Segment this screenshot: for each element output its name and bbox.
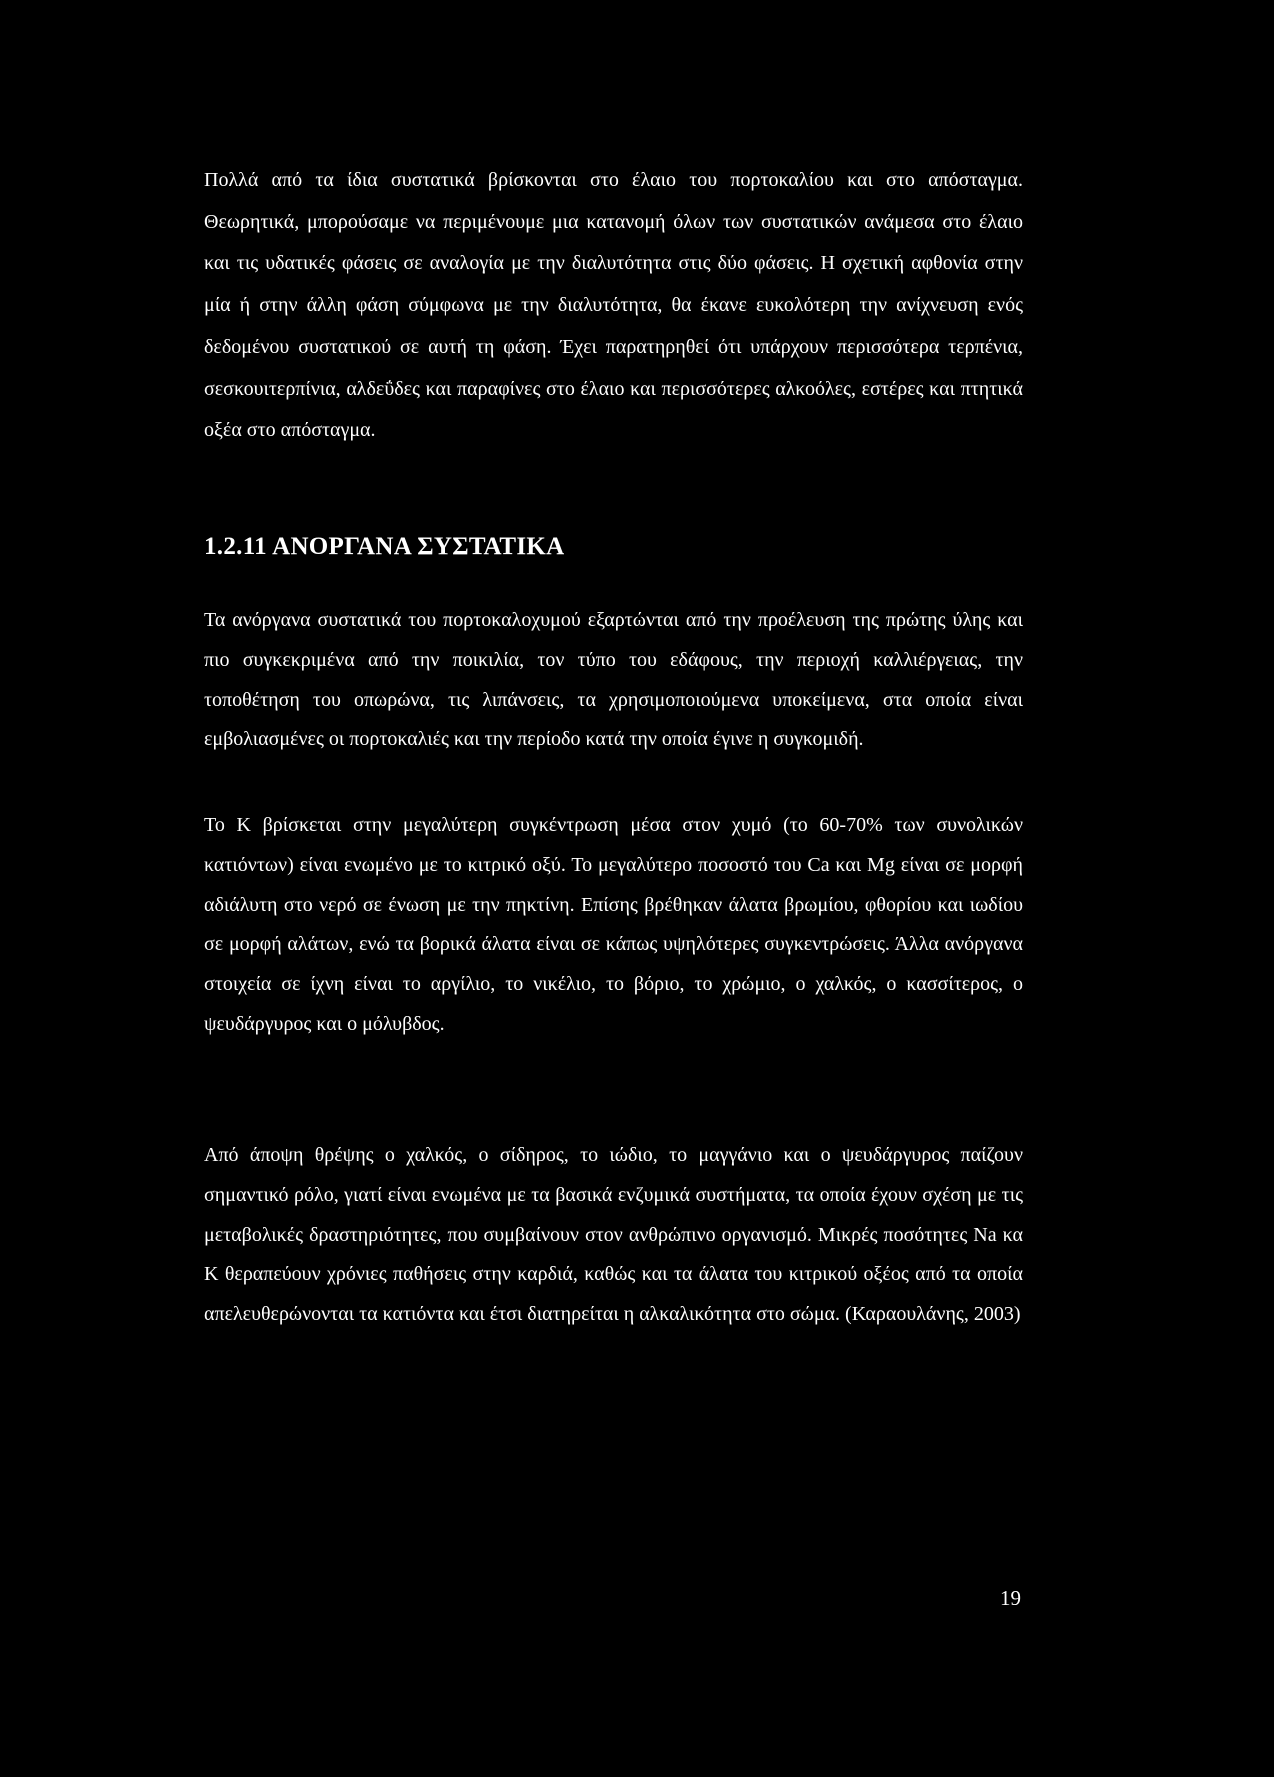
section-heading: 1.2.11 ΑΝΟΡΓΑΝΑ ΣΥΣΤΑΤΙΚΑ <box>204 533 565 560</box>
body-paragraph: Τα ανόργανα συστατικά του πορτοκαλοχυμού εξαρτώνται από την προέλευση της πρώτης ύλης και πιο συγκεκριμένα από την ποικιλία, τον τύπο του εδάφους, την περιοχή καλλιέργειας, την τοποθέτηση του οπωρώνα, τις λιπάνσεις, τα χρησιμοποιούμενα υποκείμενα, στα οποία είναι εμβολιασμένες οι πορτοκαλιές και την περίοδο κατά την οποία έγινε η συγκομιδή. <box>204 609 1023 751</box>
body-paragraph: Πολλά από τα ίδια συστατικά βρίσκονται στο έλαιο του πορτοκαλίου και στο απόσταγμα. Θεωρητικά, μπορούσαμε να περιμένουμε μια κατανομή όλων των συστατικών ανάμεσα στο έλαιο και τις υδατικές φάσεις σε αναλογία με την διαλυτότητα στις δύο φάσεις. Η σχετική αφθονία στην μία ή στην άλλη φάση σύμφωνα με την διαλυτότητα, θα έκανε ευκολότερη την ανίχνευση ενός δεδομένου συστατικού σε αυτή τη φάση. Έχει παρατηρηθεί ότι υπάρχουν περισσότερα τερπένια, σεσκουιτερπίνια, αλδεΰδες και παραφίνες στο έλαιο και περισσότερες αλκοόλες, εστέρες και πτητικά οξέα στο απόσταγμα. <box>204 169 1023 442</box>
body-paragraph: Από άποψη θρέψης ο χαλκός, ο σίδηρος, το ιώδιο, το μαγγάνιο και ο ψευδάργυρος παίζουν σημαντικό ρόλο, γιατί είναι ενωμένα με τα βασικά ενζυμικά συστήματα, τα οποία έχουν σχέση με τις μεταβολικές δραστηριότητες, που συμβαίνουν στον ανθρώπινο οργανισμό. Μικρές ποσότητες Na κα K θεραπεύουν χρόνιες παθήσεις στην καρδιά, καθώς και τα άλατα του κιτρικού οξέος από τα οποία απελευθερώνονται τα κατιόντα και έτσι διατηρείται η αλκαλικότητα στο σώμα. (Καραουλάνης, 2003) <box>204 1144 1023 1326</box>
body-paragraph: Το K βρίσκεται στην μεγαλύτερη συγκέντρωση μέσα στον χυμό (το 60-70% των συνολικών κατιόντων) είναι ενωμένο με το κιτρικό οξύ. Το μεγαλύτερο ποσοστό του Ca και Mg είναι σε μορφή αδιάλυτη στο νερό σε ένωση με την πηκτίνη. Επίσης βρέθηκαν άλατα βρωμίου, φθορίου και ιωδίου σε μορφή αλάτων, ενώ τα βορικά άλατα είναι σε κάπως υψηλότερες συγκεντρώσεις. Άλλα ανόργανα στοιχεία σε ίχνη είναι το αργίλιο, το νικέλιο, το βόριο, το χρώμιο, ο χαλκός, ο κασσίτερος, ο ψευδάργυρος και ο μόλυβδος. <box>204 814 1023 1035</box>
page-number: 19 <box>1000 1586 1021 1610</box>
